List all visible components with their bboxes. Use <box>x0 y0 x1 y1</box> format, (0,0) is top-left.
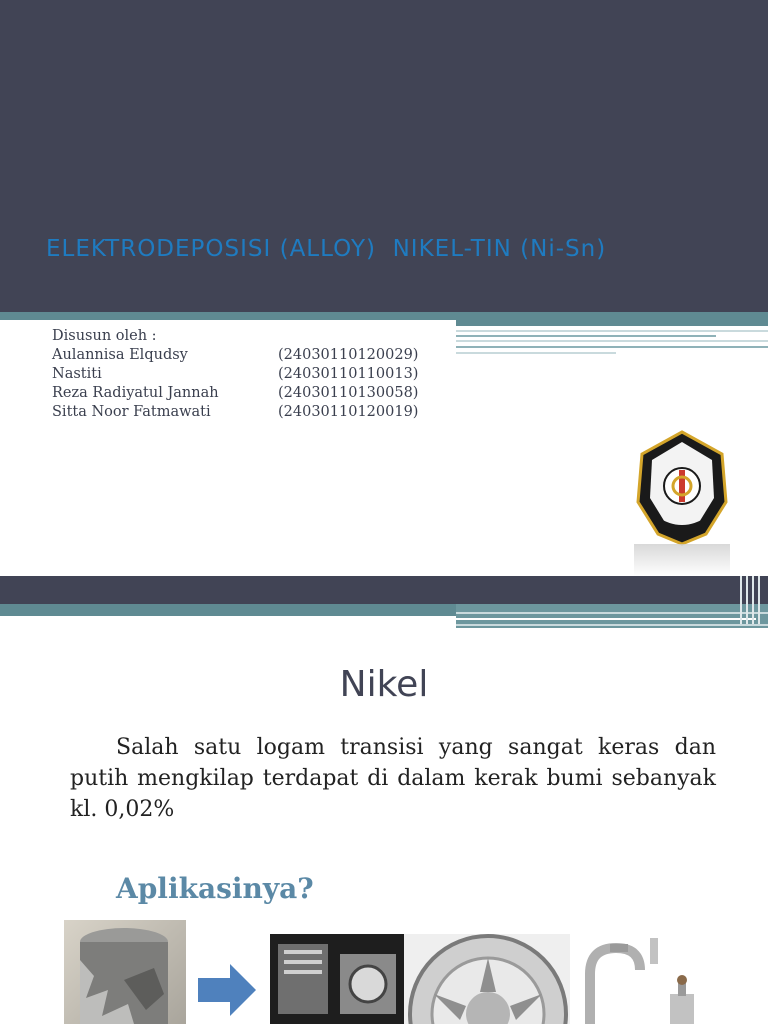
slide-separator <box>0 576 768 604</box>
faucet-photo <box>570 934 706 1024</box>
motorcycle-engine-photo <box>270 934 406 1024</box>
slide-body-text: Salah satu logam transisi yang sangat keras dan putih mengkilap terdapat di dalam kerak bumi sebanyak kl. 0,02% <box>70 735 716 822</box>
university-seal-icon <box>634 428 730 576</box>
author-name: Reza Radiyatul Jannah <box>52 385 219 401</box>
applications-heading: Aplikasinya? <box>116 872 314 905</box>
nickel-metal-photo <box>64 920 186 1024</box>
author-nim: (24030110130058) <box>278 385 419 401</box>
slide-title: ELEKTRODEPOSISI (ALLOY) NIKEL-TIN (Ni-Sn) <box>46 236 607 262</box>
slide-heading: Nikel <box>339 664 429 705</box>
author-nim: (24030110120019) <box>278 404 419 420</box>
chrome-wheel-photo <box>404 934 570 1024</box>
author-name: Sitta Noor Fatmawati <box>52 404 211 420</box>
author-name: Nastiti <box>52 366 102 382</box>
author-row <box>52 384 438 403</box>
arrow-right-icon <box>198 964 258 1016</box>
author-nim: (24030110110013) <box>278 366 419 382</box>
author-nim: (24030110120029) <box>278 347 419 363</box>
author-row <box>52 346 438 365</box>
authors-list <box>52 327 438 422</box>
title-slide-header <box>0 0 768 312</box>
prepared-by-label: Disusun oleh : <box>52 328 157 344</box>
author-name: Aulannisa Elqudsy <box>52 347 188 363</box>
author-row <box>52 365 438 384</box>
author-row <box>52 403 438 422</box>
